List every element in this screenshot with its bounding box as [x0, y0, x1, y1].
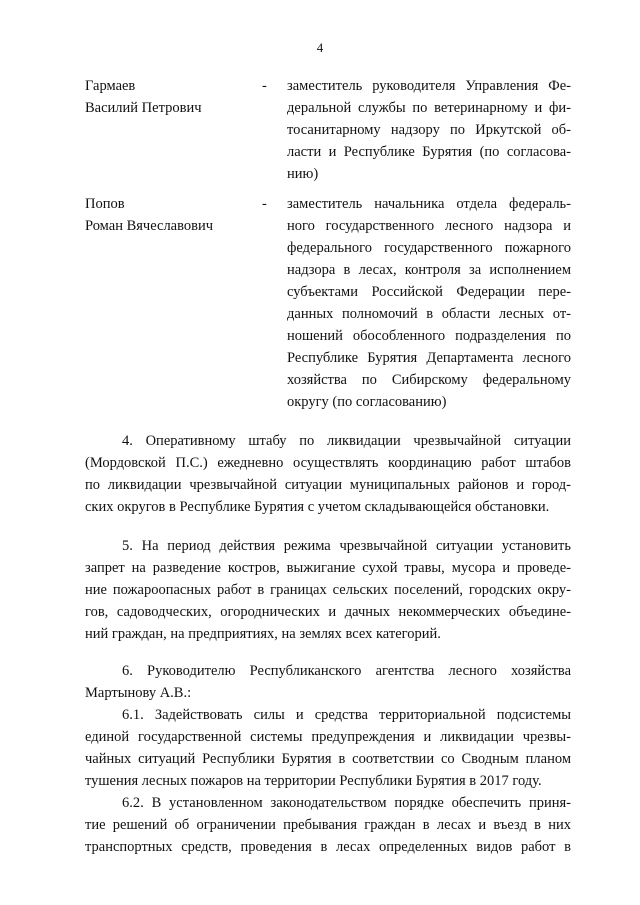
role-line: тосанитарному надзору по Иркутской об- — [287, 122, 571, 138]
role-line: деральной службы по ветеринарному и фи- — [287, 100, 571, 116]
paragraph-line: ние пожароопасных работ в границах сельских поселений, городских окру- — [85, 582, 571, 598]
member-surname: Попов — [85, 196, 125, 212]
paragraph-line: тие решений об ограничении пребывания граждан в лесах и въезд в них — [85, 817, 571, 833]
role-line: федерального государственного пожарного — [287, 240, 571, 256]
paragraph-item-4 — [85, 430, 571, 518]
paragraph-line: 6.1. Задействовать силы и средства территориальной подсистемы — [122, 707, 571, 723]
paragraph-line: ний граждан, на предприятиях, на землях всех категорий. — [85, 626, 441, 642]
role-line: ного государственного лесного надзора и — [287, 218, 571, 234]
paragraph-line: единой государственной системы предупреждения и ликвидации чрезвы- — [85, 729, 571, 745]
member-given-names: Роман Вячеславович — [85, 218, 214, 234]
role-line: Республике Бурятия Департамента лесного — [287, 350, 571, 366]
role-line: нию) — [287, 166, 319, 182]
member-given-names: Василий Петрович — [85, 100, 202, 116]
paragraph-item-6 — [85, 660, 571, 704]
paragraph-item-5 — [85, 535, 571, 645]
paragraph-line: Мартынову А.В.: — [85, 685, 192, 701]
paragraph-line: 6. Руководителю Республиканского агентства лесного хозяйства — [122, 663, 571, 679]
paragraph-line: по ликвидации чрезвычайной ситуации муниципальных районов и город- — [85, 477, 571, 493]
role-line: данных полномочий в области лесных от- — [287, 306, 571, 322]
role-line: хозяйства по Сибирскому федеральному — [287, 372, 571, 388]
paragraph-line: ских округов в Республике Бурятия с учетом складывающейся обстановки. — [85, 499, 550, 515]
paragraph-line: чайных ситуаций Республики Бурятия в соответствии со Сводным планом — [85, 751, 571, 767]
paragraph-line: запрет на разведение костров, выжигание сухой травы, мусора и проведе- — [85, 560, 571, 576]
paragraph-line: 5. На период действия режима чрезвычайной ситуации установить — [122, 538, 571, 554]
role-line: заместитель начальника отдела федераль- — [287, 196, 571, 212]
role-line: округу (по согласованию) — [287, 394, 447, 410]
paragraph-line: транспортных средств, проведения в лесах определенных видов работ в — [85, 839, 571, 855]
member-name — [85, 75, 202, 119]
page-number: 4 — [316, 40, 324, 55]
member-name — [85, 193, 213, 237]
paragraph-line: 6.2. В установленном законодательством порядке обеспечить приня- — [122, 795, 571, 811]
member-role — [287, 193, 571, 413]
role-line: заместитель руководителя Управления Фе- — [287, 78, 571, 94]
member-dash: - — [262, 196, 267, 212]
member-dash: - — [262, 78, 267, 94]
paragraph-line: гов, садоводческих, огороднических и дачных некоммерческих объедине- — [85, 604, 571, 620]
role-line: надзора в лесах, контроля за исполнением — [287, 262, 571, 278]
member-role — [287, 75, 571, 185]
role-line: субъектами Российской Федерации пере- — [287, 284, 571, 300]
member-surname: Гармаев — [85, 78, 136, 94]
role-line: ношений обособленного подразделения по — [287, 328, 571, 344]
role-line: ласти и Республике Бурятия (по согласова- — [287, 144, 571, 160]
paragraph-item-6-1 — [85, 704, 571, 792]
paragraph-line: 4. Оперативному штабу по ликвидации чрезвычайной ситуации — [122, 433, 571, 449]
paragraph-line: (Мордовской П.С.) ежедневно осуществлять координацию работ штабов — [85, 455, 571, 471]
paragraph-item-6-2 — [85, 792, 571, 858]
paragraph-line: тушения лесных пожаров на территории Республики Бурятия в 2017 году. — [85, 773, 542, 789]
